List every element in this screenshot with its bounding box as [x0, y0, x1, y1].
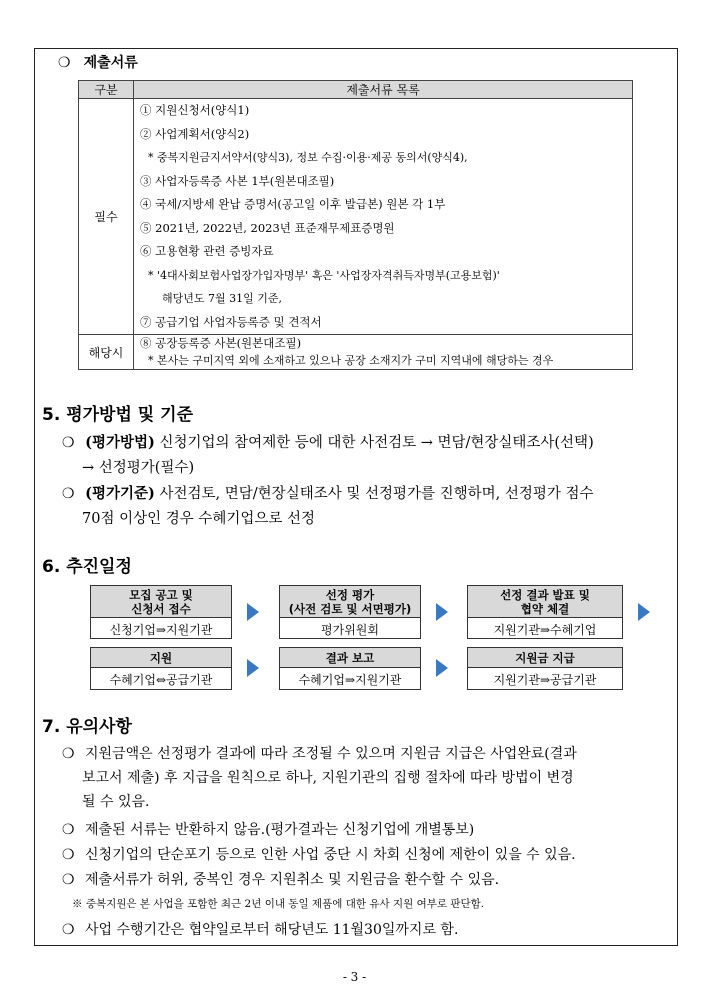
step-head-line: 모집 공고 및 [129, 587, 193, 602]
bullet-icon: ❍ [62, 435, 75, 451]
step-body: 수혜기업⇔공급기관 [109, 673, 213, 687]
note-item-3 [62, 843, 674, 867]
page-number: - 3 - [342, 970, 367, 984]
col-docs: 제출서류 목록 [134, 81, 633, 99]
schedule-step-1 [90, 585, 232, 639]
schedule-step-5 [279, 647, 421, 690]
step-head-line: 선정 결과 발표 및 [500, 587, 590, 602]
step-body: 지원기관⇒공급기관 [493, 673, 597, 687]
bullet-icon: ❍ [58, 55, 71, 71]
step-body: 지원기관⇒수혜기업 [493, 622, 597, 637]
arrow-right-icon [436, 659, 448, 677]
list-item: ① 지원신청서(양식1) [140, 103, 250, 117]
note-item-2 [62, 818, 674, 842]
list-item: * 중복지원금지서약서(양식3), 정보 수집·이용·제공 동의서(양식4), [148, 151, 468, 164]
note-text-cont: 보고서 제출) 후 지급을 원칙으로 하나, 지원기관의 집행 절차에 따라 방법이 변경 [82, 770, 574, 786]
eval-label: (평가방법) [85, 434, 155, 451]
note-item-4 [62, 868, 674, 892]
list-item: ③ 사업자등록증 사본 1부(원본대조필) [140, 173, 335, 188]
note-remark: ※ 중복지원은 본 사업을 포함한 최근 2년 이내 동일 제품에 대한 유사 지원 여부로 판단함. [72, 898, 485, 910]
eval-label: (평가기준) [85, 485, 155, 502]
evaluation-title: 5. 평가방법 및 기준 [42, 405, 193, 425]
bullet-icon: ❍ [62, 822, 75, 838]
eval-text-cont: 70점 이상인 경우 수혜기업으로 선정 [82, 511, 315, 527]
step-body: 평가위원회 [321, 622, 379, 637]
list-item: * '4대사회보험사업장가입자명부' 혹은 '사업장자격취득자명부(고용보험)' [148, 268, 500, 282]
step-head-line: (사전 검토 및 서면평가) [288, 601, 412, 616]
required-list [134, 99, 633, 335]
conditional-list [134, 335, 633, 370]
arrow-right-icon [247, 603, 259, 621]
table-row [79, 335, 633, 370]
step-head [91, 586, 231, 618]
list-item: ⑦ 공급기업 사업자등록증 및 견적서 [140, 314, 322, 329]
arrow-right-icon [247, 659, 259, 677]
evaluation-item-2 [62, 481, 674, 532]
bullet-icon: ❍ [62, 486, 75, 502]
list-item: ② 사업계획서(양식2) [140, 126, 250, 141]
note-item-1 [62, 742, 674, 814]
step-head [280, 586, 420, 618]
submission-table [78, 80, 633, 370]
arrow-right-icon [436, 603, 448, 621]
eval-text: 사전검토, 면담/현장실태조사 및 선정평가를 진행하며, 선정평가 점수 [154, 486, 594, 502]
notes-title: 7. 유의사항 [42, 717, 132, 737]
schedule-title: 6. 추진일정 [42, 557, 132, 577]
note-text: 신청기업의 단순포기 등으로 인한 사업 중단 시 차회 신청에 제한이 있을 수 있음. [85, 847, 576, 863]
list-item: ④ 국세/지방세 완납 증명서(공고일 이후 발급본) 원본 각 1부 [140, 197, 446, 211]
bullet-icon: ❍ [62, 922, 75, 938]
step-head-line: 협약 체결 [520, 601, 570, 616]
note-text: 제출서류가 허위, 중복인 경우 지원취소 및 지원금을 환수할 수 있음. [85, 872, 500, 888]
eval-text-cont: → 선정평가(필수) [82, 460, 195, 476]
note-text-cont: 될 수 있음. [82, 794, 150, 810]
step-head-line: 신청서 접수 [131, 601, 191, 616]
schedule-step-2 [279, 585, 421, 639]
submission-heading [58, 52, 138, 72]
table-header-row [79, 81, 633, 99]
required-label: 필수 [79, 99, 134, 335]
arrow-right-icon [638, 603, 650, 621]
note-text: 제출된 서류는 반환하지 않음.(평가결과는 신청기업에 개별통보) [85, 822, 475, 838]
step-head: 지원 [91, 648, 231, 668]
evaluation-item-1 [62, 430, 674, 481]
bullet-icon: ❍ [62, 872, 75, 888]
col-category: 구분 [79, 81, 134, 99]
note-text: 지원금액은 선정평가 결과에 따라 조정될 수 있으며 지원금 지급은 사업완료(결과 [85, 746, 577, 762]
step-head: 결과 보고 [280, 648, 420, 668]
list-item: ⑥ 고용현황 관련 증빙자료 [140, 244, 274, 258]
eval-text: 신청기업의 참여제한 등에 대한 사전검토 → 면담/현장실태조사(선택) [154, 435, 594, 451]
step-head-line: 선정 평가 [325, 587, 375, 602]
step-body: 신청기업⇒지원기관 [109, 622, 213, 637]
list-item: 해당년도 7월 31일 기준, [162, 292, 282, 305]
schedule-step-6 [467, 647, 623, 690]
schedule-step-4 [90, 647, 232, 690]
step-head [468, 586, 622, 618]
note-text: 사업 수행기간은 협약일로부터 해당년도 11월30일까지로 함. [85, 922, 459, 938]
bullet-icon: ❍ [62, 746, 75, 762]
table-row [79, 99, 633, 335]
bullet-icon: ❍ [62, 847, 75, 863]
step-body: 수혜기업⇒지원기관 [298, 673, 402, 687]
schedule-step-3 [467, 585, 623, 639]
submission-title: 제출서류 [83, 55, 138, 71]
conditional-label: 해당시 [79, 335, 134, 370]
note-item-5 [62, 918, 674, 942]
step-head: 지원금 지급 [468, 648, 622, 668]
list-item: ⑤ 2021년, 2022년, 2023년 표준재무제표증명원 [140, 220, 395, 235]
list-item: * 본사는 구미지역 외에 소재하고 있으나 공장 소재지가 구미 지역내에 해당하는 경우 [148, 354, 554, 367]
list-item: ⑧ 공장등록증 사본(원본대조필) [140, 336, 302, 350]
